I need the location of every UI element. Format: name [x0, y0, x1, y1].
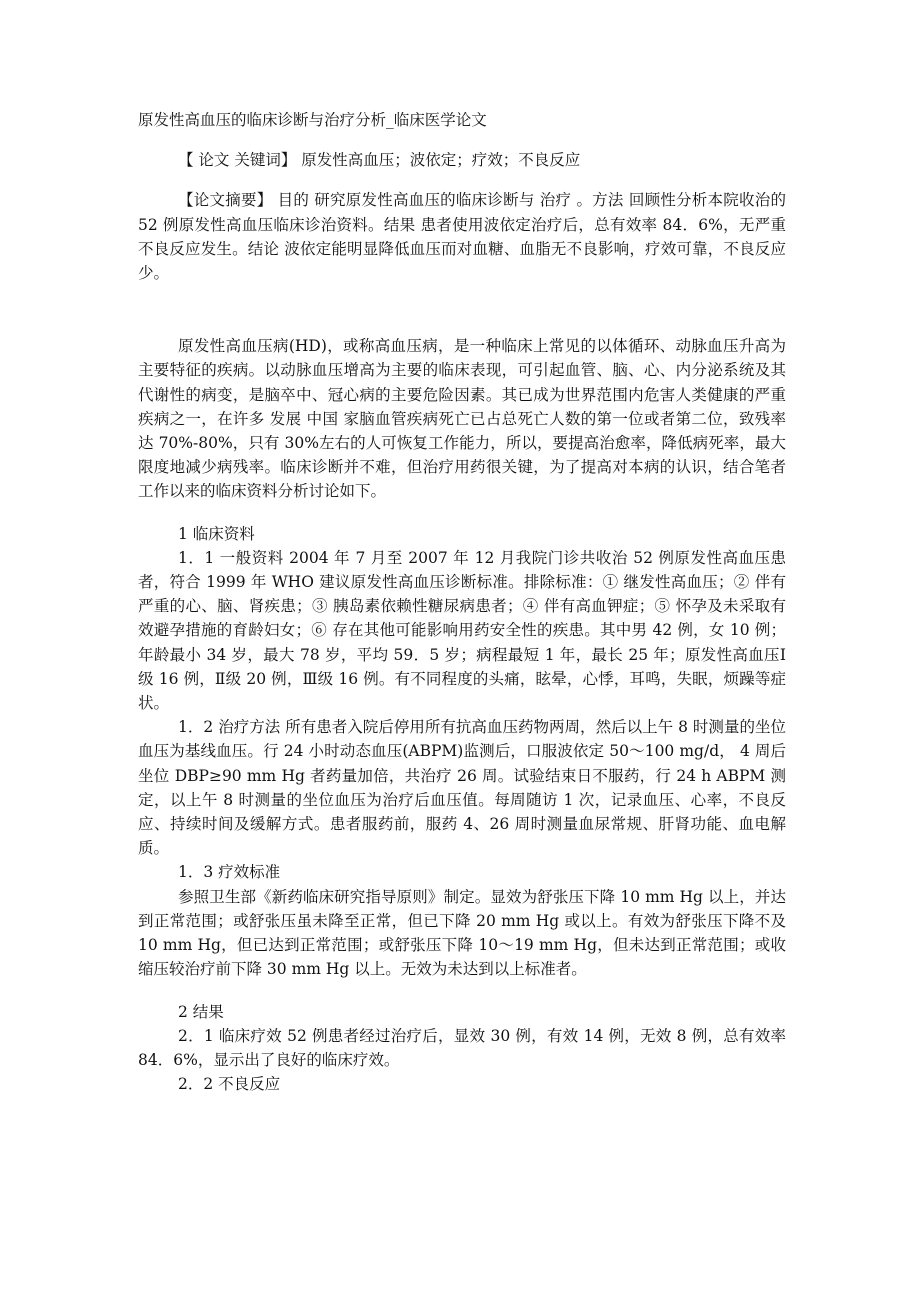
section2-heading: 2 结果 — [178, 1002, 224, 1021]
document-title: 原发性高血压的临床诊断与治疗分析_临床医学论文 — [138, 111, 487, 129]
intro-paragraph: 原发性高血压病(HD)，或称高血压病，是一种临床上常见的以体循环、动脉血压升高为主要特征的疾病。以动脉血压增高为主要的临床表现，可引起血管、脑、心、内分泌系统及其代谢性的病变，是脑卒中、冠心病的主要危险因素。其已成为世界范围内危害人类健康的严重疾病之一，在许多 发展 中国 家脑血管疾病死亡已占总死亡人数的第一位或者第二位，致残率达 70%-80%，只有 30%左右的人可恢复工作能力，所以，要提高治愈率，降低病死率，最大限度地减少病残率。临床诊断并不难，但治疗用药很关键，为了提高对本病的认识，结合笔者工作以来的临床资料分析讨论如下。 — [138, 337, 786, 501]
section1-3-paragraph: 参照卫生部《新药临床研究指导原则》制定。显效为舒张压下降 10 mm Hg 以上，并达到正常范围；或舒张压虽未降至正常，但已下降 20 mm Hg 或以上。有效为舒张压下降不及 10 mm Hg，但已达到正常范围；或舒张压下降 10～19 mm Hg，但未达到正常范围；或收缩压较治疗前下降 30 mm Hg 以上。无效为未达到以上标准者。 — [138, 887, 786, 979]
document-page — [138, 108, 786, 1096]
abstract-paragraph: 【论文摘要】 目的 研究原发性高血压的临床诊断与 治疗 。方法 回顾性分析本院收治的 52 例原发性高血压临床诊治资料。结果 患者使用波依定治疗后，总有效率 84．6%，无严重不良反应发生。结论 波依定能明显降低血压而对血糖、血脂无不良影响，疗效可靠，不良反应少。 — [138, 191, 786, 283]
section2-2-heading: 2．2 不良反应 — [178, 1075, 281, 1094]
section1-3-heading: 1．3 疗效标准 — [178, 863, 281, 882]
section1-2-paragraph: 1．2 治疗方法 所有患者入院后停用所有抗高血压药物两周，然后以上午 8 时测量的坐位血压为基线血压。行 24 小时动态血压(ABPM)监测后，口服波依定 50～100 mg/d， 4 周后坐位 DBP≥90 mm Hg 者药量加倍，共治疗 26 周。试验结束日不服药，行 24 h ABPM 测定，以上午 8 时测量的坐位血压为治疗后血压值。每周随访 1 次，记录血压、心率，不良反应、持续时间及缓解方式。患者服药前，服药 4、26 周时测量血尿常规、肝肾功能、血电解质。 — [138, 718, 786, 858]
section1-heading: 1 临床资料 — [178, 524, 255, 543]
section2-1-paragraph: 2．1 临床疗效 52 例患者经过治疗后，显效 30 例，有效 14 例，无效 8 例，总有效率 84．6%，显示出了良好的临床疗效。 — [138, 1026, 786, 1069]
section1-1-paragraph: 1．1 一般资料 2004 年 7 月至 2007 年 12 月我院门诊共收治 52 例原发性高血压患者，符合 1999 年 WHO 建议原发性高血压诊断标准。排除标准：① 继发性高血压；② 伴有严重的心、脑、肾疾患；③ 胰岛素依赖性糖尿病患者；④ 伴有高血钾症；⑤ 怀孕及未采取有效避孕措施的育龄妇女；⑥ 存在其他可能影响用药安全性的疾患。其中男 42 例，女 10 例；年龄最小 34 岁，最大 78 岁，平均 59．5 岁；病程最短 1 年，最长 25 年；原发性高血压Ⅰ级 16 例，Ⅱ级 20 例，Ⅲ级 16 例。有不同程度的头痛，眩晕，心悸，耳鸣，失眠，烦躁等症状。 — [138, 548, 786, 713]
keywords-line: 【 论文 关键词】 原发性高血压；波依定；疗效；不良反应 — [178, 151, 581, 170]
